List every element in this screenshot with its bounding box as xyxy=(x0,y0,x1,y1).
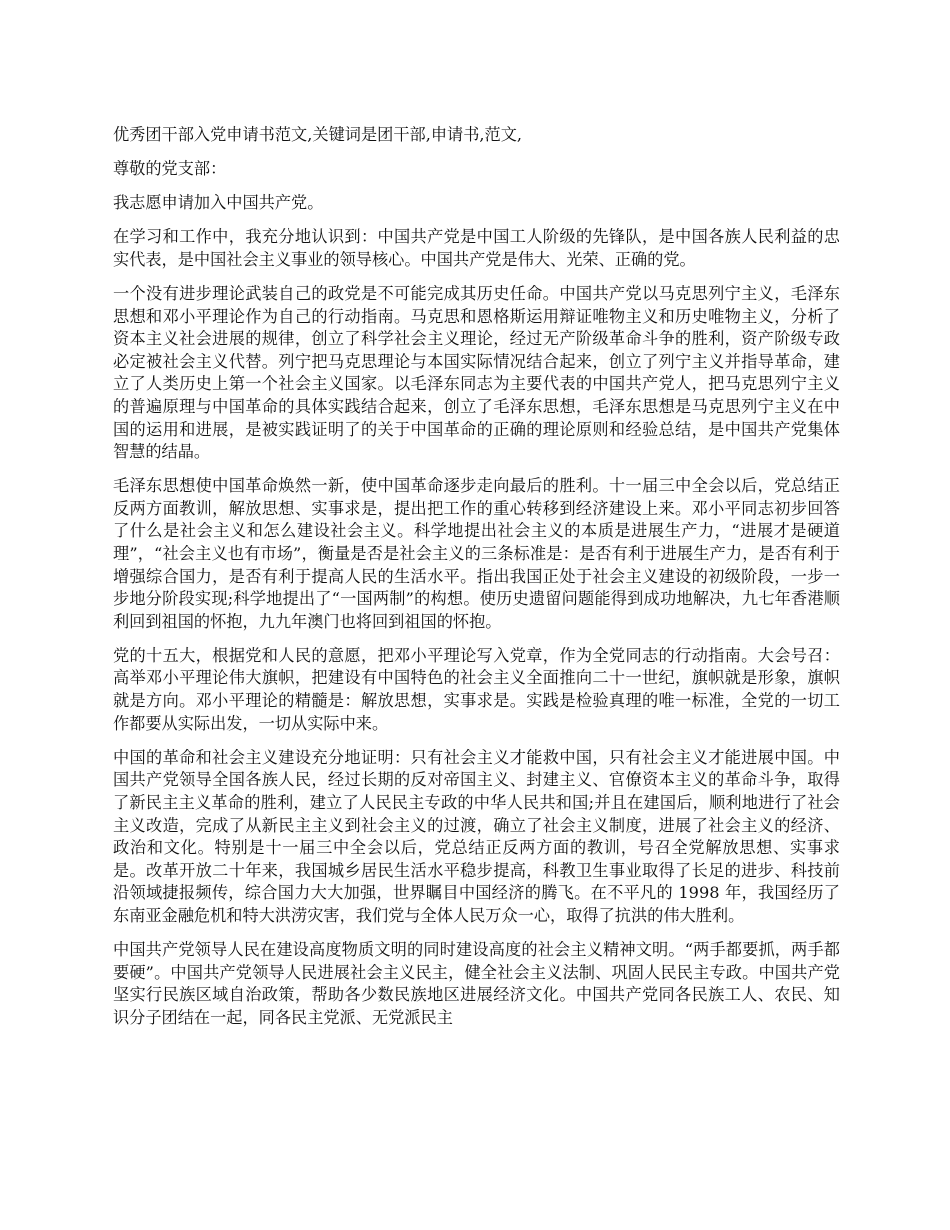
paragraph-5: 党的十五大，根据党和人民的意愿，把邓小平理论写入党章，作为全党同志的行动指南。大会号召：高举邓小平理论伟大旗帜，把建设有中国特色的社会主义全面推向二十一世纪，旗帜就是形象，旗帜就是方向。邓小平理论的精髓是：解放思想，实事求是。实践是检验真理的唯一标准，全党的一切工作都要从实际出发，一切从实际中来。 xyxy=(113,645,840,733)
salutation: 尊敬的党支部： xyxy=(113,159,227,179)
paragraph-7: 中国共产党领导人民在建设高度物质文明的同时建设高度的社会主义精神文明。“两手都要抓，两手都要硬”。中国共产党领导人民进展社会主义民主，健全社会主义法制、巩固人民民主专政。中国共产党坚实行民族区域自治政策，帮助各少数民族地区进展经济文化。中国共产党同各民族工人、农民、知识分子团结在一起，同各民主党派、无党派民主 xyxy=(113,940,840,1027)
paragraph-3: 一个没有进步理论武装自己的政党是不可能完成其历史任命。中国共产党以马克思列宁主义，毛泽东思想和邓小平理论作为自己的行动指南。马克思和恩格斯运用辩证唯物主义和历史唯物主义，分析了资本主义社会进展的规律，创立了科学社会主义理论，经过无产阶级革命斗争的胜利，资产阶级专政必定被社会主义代替。列宁把马克思理论与本国实际情况结合起来，创立了列宁主义并指导革命，建立了人类历史上第一个社会主义国家。以毛泽东同志为主要代表的中国共产党人，把马克思列宁主义的普遍原理与中国革命的具体实践结合起来，创立了毛泽东思想，毛泽东思想是马克思列宁主义在中国的运用和进展，是被实践证明了的关于中国革命的正确的理论原则和经验总结，是中国共产党集体智慧的结晶。 xyxy=(113,283,840,462)
document-body xyxy=(113,124,840,1041)
paragraph-6: 中国的革命和社会主义建设充分地证明：只有社会主义才能救中国，只有社会主义才能进展中国。中国共产党领导全国各族人民，经过长期的反对帝国主义、封建主义、官僚资本主义的革命斗争，取得了新民主主义革命的胜利，建立了人民民主专政的中华人民共和国;并且在建国后，顺利地进行了社会主义改造，完成了从新民主主义到社会主义的过渡，确立了社会主义制度，进展了社会主义的经济、政治和文化。特别是十一届三中全会以后，党总结正反两方面的教训，号召全党解放思想、实事求是。改革开放二十年来，我国城乡居民生活水平稳步提高，科教卫生事业取得了长足的进步、科技前沿领域捷报频传，综合国力大大加强，世界瞩目中国经济的腾飞。在不平凡的 1998 年，我国经历了东南亚金融危机和特大洪涝灾害，我们党与全体人民万众一心，取得了抗洪的伟大胜利。 xyxy=(113,747,840,925)
title-line: 优秀团干部入党申请书范文,关键词是团干部,申请书,范文, xyxy=(113,125,523,144)
paragraph-1: 我志愿申请加入中国共产党。 xyxy=(113,193,324,213)
paragraph-4: 毛泽东思想使中国革命焕然一新，使中国革命逐步走向最后的胜利。十一届三中全会以后，党总结正反两方面教训，解放思想、实事求是，提出把工作的重心转移到经济建设上来。邓小平同志初步回答了什么是社会主义和怎么建设社会主义。科学地提出社会主义的本质是进展生产力，“进展才是硬道理”，“社会主义也有市场”，衡量是否是社会主义的三条标准是：是否有利于进展生产力，是否有利于增强综合国力，是否有利于提高人民的生活水平。指出我国正处于社会主义建设的初级阶段，一步一步地分阶段实现;科学地提出了“一国两制”的构想。使历史遗留问题能得到成功地解决，九七年香港顺利回到祖国的怀抱，九九年澳门也将回到祖国的怀抱。 xyxy=(113,476,840,631)
paragraph-2: 在学习和工作中，我充分地认识到：中国共产党是中国工人阶级的先锋队，是中国各族人民利益的忠实代表，是中国社会主义事业的领导核心。中国共产党是伟大、光荣、正确的党。 xyxy=(113,227,840,269)
